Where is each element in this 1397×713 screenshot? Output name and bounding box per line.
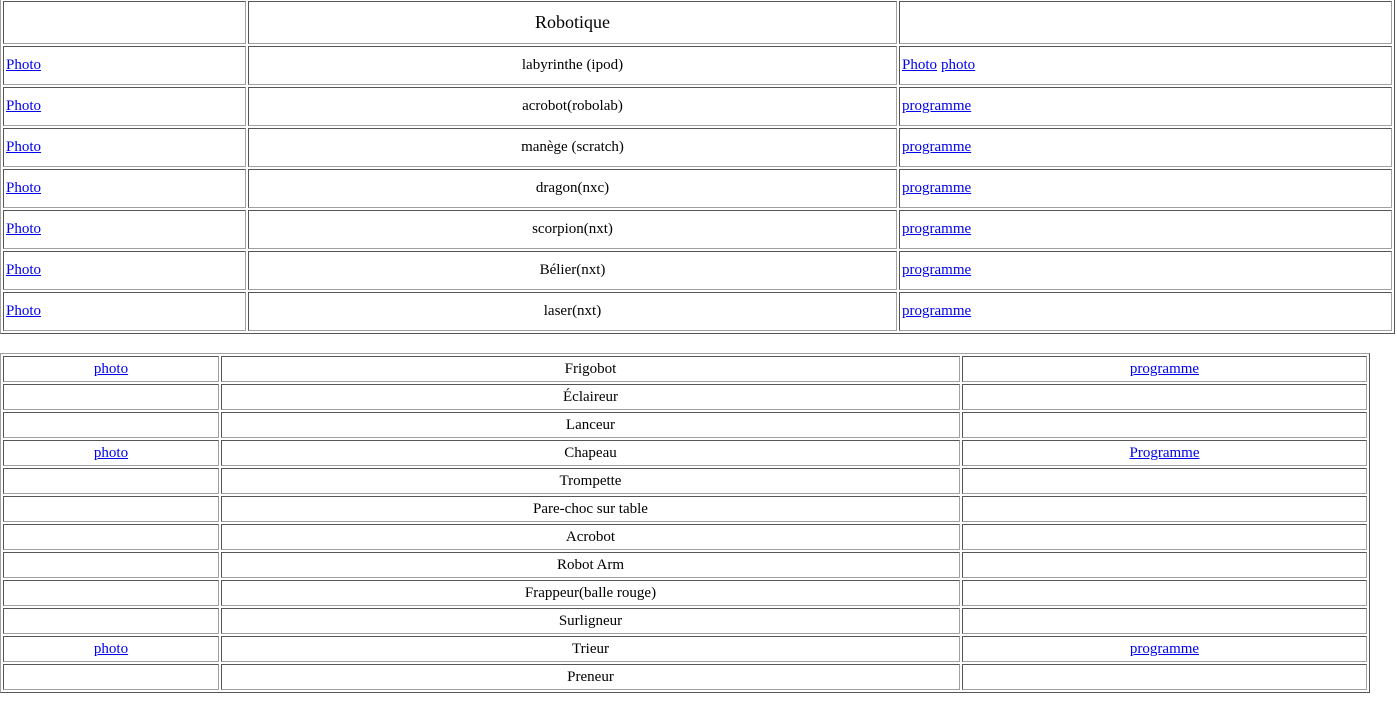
- robot-name: Surligneur: [221, 608, 960, 634]
- robot-name: Éclaireur: [221, 384, 960, 410]
- photo-link[interactable]: Photo: [6, 57, 42, 73]
- table-row: [3, 552, 1367, 578]
- table-row: [3, 292, 1392, 331]
- table-row: [3, 384, 1367, 410]
- photo-link[interactable]: Photo: [6, 180, 42, 196]
- table-title-cell: [248, 1, 897, 44]
- project-name: Bélier(nxt): [248, 251, 897, 290]
- table-row: [3, 468, 1367, 494]
- photo-link[interactable]: photo: [941, 57, 976, 73]
- table-row: [3, 128, 1392, 167]
- program-link[interactable]: programme: [902, 98, 972, 114]
- project-name: manège (scratch): [248, 128, 897, 167]
- table-row: [3, 87, 1392, 126]
- photo-link[interactable]: Photo: [6, 139, 42, 155]
- program-link[interactable]: programme: [1129, 640, 1200, 657]
- robot-name: Frigobot: [221, 356, 960, 382]
- photo-link[interactable]: Photo: [6, 303, 42, 319]
- program-link[interactable]: programme: [902, 139, 972, 155]
- program-link[interactable]: programme: [902, 262, 972, 278]
- table-row: [3, 524, 1367, 550]
- page-title: Robotique: [535, 12, 610, 32]
- program-link[interactable]: programme: [1129, 360, 1200, 377]
- project-name: labyrinthe (ipod): [248, 46, 897, 85]
- table-row: [3, 356, 1367, 382]
- photo-link[interactable]: Photo: [902, 57, 938, 73]
- table-row: [3, 169, 1392, 208]
- project-name: acrobot(robolab): [248, 87, 897, 126]
- program-link[interactable]: programme: [902, 180, 972, 196]
- robot-name: Trieur: [221, 636, 960, 662]
- robot-name: Chapeau: [221, 440, 960, 466]
- table-row: [3, 251, 1392, 290]
- table-row: [3, 412, 1367, 438]
- project-name: scorpion(nxt): [248, 210, 897, 249]
- photo-link[interactable]: Photo: [6, 221, 42, 237]
- robotics-projects-table: [0, 0, 1395, 334]
- project-name: dragon(nxc): [248, 169, 897, 208]
- project-name: laser(nxt): [248, 292, 897, 331]
- photo-link[interactable]: photo: [93, 640, 129, 657]
- program-link[interactable]: Programme: [1129, 444, 1200, 461]
- robot-name: Pare-choc sur table: [221, 496, 960, 522]
- header-empty-cell: [3, 1, 246, 44]
- table-row: [3, 636, 1367, 662]
- table-row: [3, 580, 1367, 606]
- program-link[interactable]: programme: [902, 221, 972, 237]
- table-row: [3, 46, 1392, 85]
- photo-link[interactable]: Photo: [6, 262, 42, 278]
- table-row: [3, 210, 1392, 249]
- table-row: [3, 664, 1367, 690]
- table-row: [3, 608, 1367, 634]
- photo-link[interactable]: photo: [93, 360, 129, 377]
- robot-name: Lanceur: [221, 412, 960, 438]
- photo-link[interactable]: photo: [93, 444, 129, 461]
- table-row: [3, 496, 1367, 522]
- table-row: [3, 440, 1367, 466]
- robot-name: Preneur: [221, 664, 960, 690]
- header-empty-cell: [899, 1, 1392, 44]
- robot-name: Trompette: [221, 468, 960, 494]
- robots-list-table: [0, 353, 1370, 693]
- program-link[interactable]: programme: [902, 303, 972, 319]
- robot-name: Robot Arm: [221, 552, 960, 578]
- robot-name: Frappeur(balle rouge): [221, 580, 960, 606]
- robot-name: Acrobot: [221, 524, 960, 550]
- photo-link[interactable]: Photo: [6, 98, 42, 114]
- table-header-row: [3, 1, 1392, 44]
